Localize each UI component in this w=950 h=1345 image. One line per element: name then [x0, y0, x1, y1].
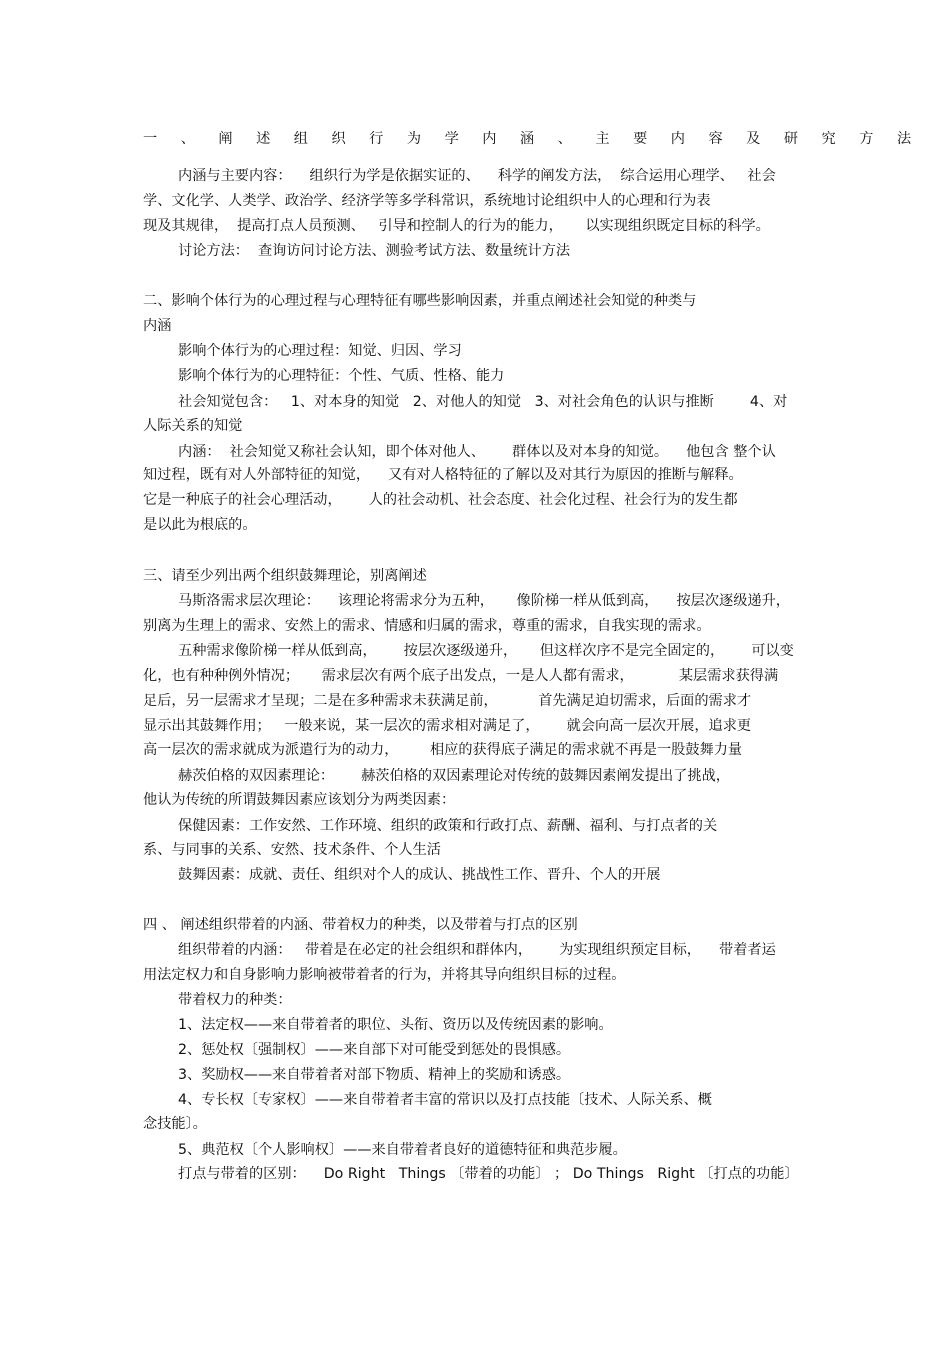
section-1-paragraph-line: 讨论方法： 查询访问讨论方法、测验考试方法、数量统计方法 — [178, 243, 571, 259]
section-3-paragraph-line: 五种需求像阶梯一样从低到高， 按层次逐级递升， 但这样次序不是完全固定的， 可以变 — [178, 643, 794, 659]
section-3-paragraph-line: 保健因素：工作安然、工作环境、组织的政策和行政打点、薪酬、福利、与打点者的关 — [178, 818, 718, 834]
section-3-paragraph-line: 别离为生理上的需求、安然上的需求、情感和归属的需求，尊重的需求，自我实现的需求。 — [143, 618, 711, 634]
section-3-paragraph-line: 足后，另一层需求才呈现；二是在多种需求未获满足前， 首先满足迫切需求，后面的需求才 — [143, 693, 752, 709]
section-1-paragraph-line: 内涵与主要内容： 组织行为学是依据实证的、 科学的阐发方法， 综合运用心理学、 社会 — [178, 168, 776, 184]
section-1-heading: 一 、 阐 述 组 织 行 为 学 内 涵 、 主 要 内 容 及 研 究 方 法 — [143, 131, 921, 147]
section-3-paragraph-line: 赫茨伯格的双因素理论： 赫茨伯格的双因素理论对传统的鼓舞因素阐发提出了挑战， — [178, 768, 730, 784]
section-4-paragraph-line: 打点与带着的区别： Do Right Things 〔带着的功能〕 ； Do Things Right 〔打点的功能〕 — [178, 1166, 799, 1182]
section-2-heading-cont: 内涵 — [143, 318, 172, 334]
section-3-paragraph-line: 化，也有种种例外情况； 需求层次有两个底子出发点，一是人人都有需求， 某层需求获得满 — [143, 668, 779, 684]
section-3-paragraph-line: 高一层次的需求就成为派遣行为的动力， 相应的获得底子满足的需求就不再是一股鼓舞力量 — [143, 742, 743, 758]
section-2-paragraph-line: 社会知觉包含： 1、对本身的知觉 2、对他人的知觉 3、对社会角色的认识与推断 4、对 — [178, 394, 788, 410]
section-3-paragraph-line: 系、与同事的关系、安然、技术条件、个人生活 — [143, 842, 441, 858]
section-4-list-item: 1、法定权——来自带着者的职位、头衔、资历以及传统因素的影响。 — [178, 1017, 613, 1033]
section-4-list-item: 4、专长权〔专家权〕——来自带着者丰富的常识以及打点技能〔技术、人际关系、概 — [178, 1092, 712, 1108]
section-3-paragraph-line: 鼓舞因素：成就、责任、组织对个人的成认、挑战性工作、晋升、个人的开展 — [178, 867, 661, 883]
section-4-paragraph-line: 用法定权力和自身影响力影响被带着者的行为，并将其导向组织目标的过程。 — [143, 967, 626, 983]
section-4-paragraph-line: 组织带着的内涵： 带着是在必定的社会组织和群体内， 为实现组织预定目标， 带着者运 — [178, 942, 776, 958]
section-3-heading: 三、请至少列出两个组织鼓舞理论，别离阐述 — [143, 568, 427, 584]
section-1-paragraph-line: 学、文化学、人类学、政治学、经济学等多学科常识，系统地讨论组织中人的心理和行为表 — [143, 193, 711, 209]
section-4-heading: 四 、 阐述组织带着的内涵、带着权力的种类，以及带着与打点的区别 — [143, 917, 578, 933]
section-4-list-item: 2、惩处权〔强制权〕——来自部下对可能受到惩处的畏惧感。 — [178, 1042, 571, 1058]
section-4-list-item: 5、典范权〔个人影响权〕——来自带着者良好的道德特征和典范步履。 — [178, 1142, 627, 1158]
section-1-paragraph-line: 现及其规律， 提高打点人员预测、 引导和控制人的行为的能力， 以实现组织既定目标的科学。 — [143, 218, 770, 234]
section-2-paragraph-line: 影响个体行为的心理过程：知觉、归因、学习 — [178, 343, 462, 359]
section-3-paragraph-line: 显示出其鼓舞作用； 一般来说，某一层次的需求相对满足了， 就会向高一层次开展，追求更 — [143, 718, 752, 734]
section-3-paragraph-line: 马斯洛需求层次理论： 该理论将需求分为五种， 像阶梯一样从低到高， 按层次逐级递升， — [178, 593, 790, 609]
section-2-paragraph-line: 人际关系的知觉 — [143, 418, 243, 434]
section-4-list-item: 3、奖励权——来自带着者对部下物质、精神上的奖励和诱惑。 — [178, 1067, 571, 1083]
section-2-paragraph-line: 影响个体行为的心理特征：个性、气质、性格、能力 — [178, 368, 505, 384]
section-4-list-item: 念技能〕。 — [143, 1116, 207, 1132]
section-3-paragraph-line: 他认为传统的所谓鼓舞因素应该划分为两类因素： — [143, 792, 456, 808]
section-2-paragraph-line: 是以此为根底的。 — [143, 517, 257, 533]
section-2-paragraph-line: 它是一种底子的社会心理活动， 人的社会动机、社会态度、社会化过程、社会行为的发生都 — [143, 492, 738, 508]
section-2-heading: 二、影响个体行为的心理过程与心理特征有哪些影响因素，并重点阐述社会知觉的种类与 — [143, 293, 697, 309]
section-2-paragraph-line: 知过程，既有对人外部特征的知觉， 又有对人格特征的了解以及对其行为原因的推断与解释。 — [143, 467, 743, 483]
section-2-paragraph-line: 内涵： 社会知觉又称社会认知，即个体对他人、 群体以及对本身的知觉。 他包含 整个认 — [178, 444, 776, 460]
section-4-paragraph-line: 带着权力的种类： — [178, 992, 292, 1008]
